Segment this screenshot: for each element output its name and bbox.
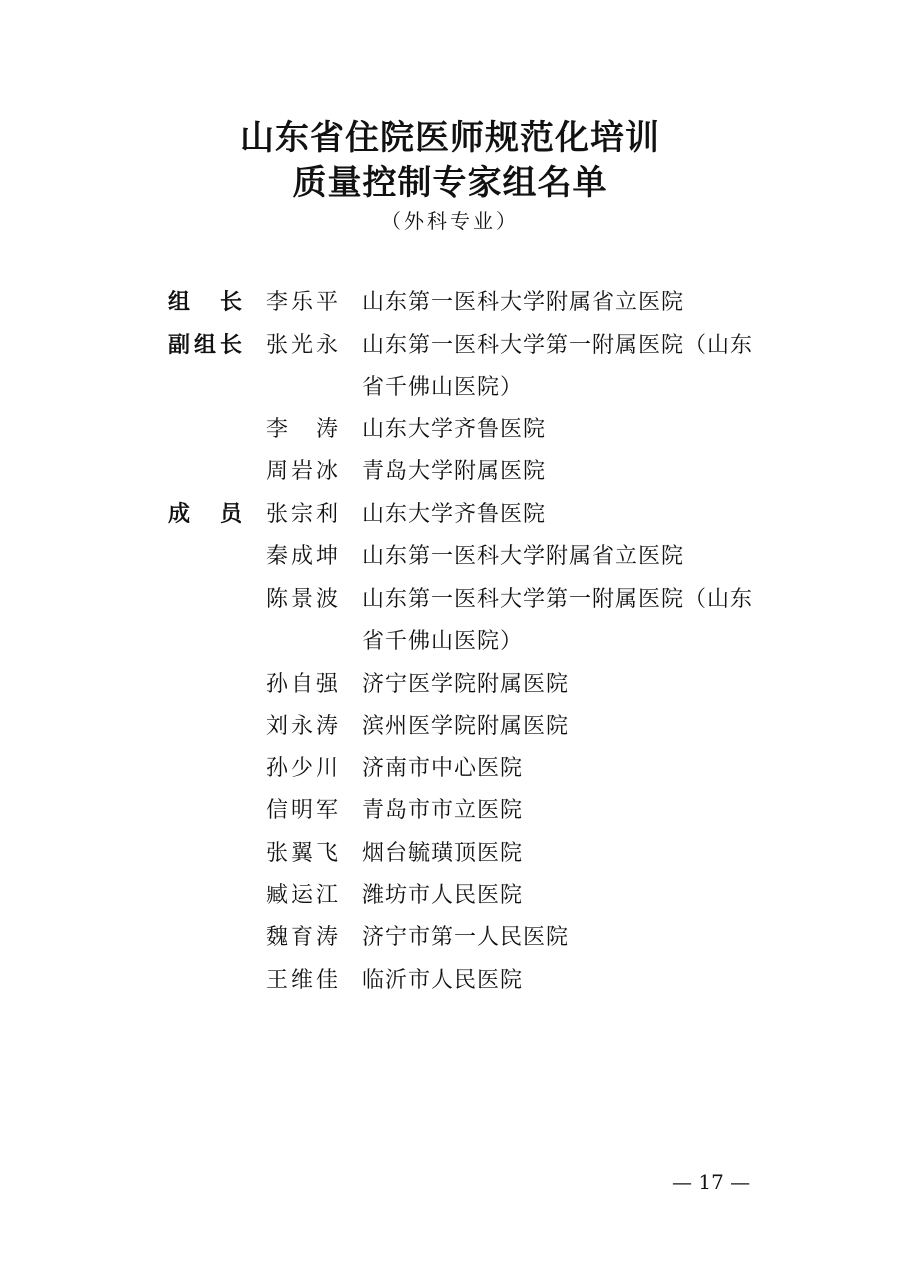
member-institution: 山东第一医科大学附属省立医院 [362, 544, 685, 569]
member-institution: 青岛大学附属医院 [362, 459, 547, 484]
member-name: 张翼飞 [266, 841, 338, 866]
member-institution: 山东第一医科大学第一附属医院（山东省千佛山医院） [362, 333, 754, 400]
member-name: 李乐平 [266, 290, 338, 315]
member-institution: 滨州医学院附属医院 [362, 714, 570, 739]
member-name: 周岩冰 [266, 459, 338, 484]
roster-role: 组长 [168, 290, 242, 315]
page-number: — 17 — [672, 1170, 751, 1194]
document-title-line2: 质量控制专家组名单 [292, 163, 608, 203]
roster-role: 副组长 [168, 333, 242, 358]
member-name: 李涛 [266, 417, 338, 442]
member-name: 王维佳 [266, 968, 338, 993]
member-name: 秦成坤 [266, 544, 338, 569]
member-institution: 山东大学齐鲁医院 [362, 417, 547, 442]
member-name: 孙少川 [266, 756, 338, 781]
member-name: 信明军 [266, 798, 338, 823]
member-institution: 烟台毓璜顶医院 [362, 841, 524, 866]
member-name: 陈景波 [266, 587, 338, 612]
member-institution: 山东第一医科大学第一附属医院（山东省千佛山医院） [362, 587, 754, 654]
member-institution: 济南市中心医院 [362, 756, 524, 781]
member-name: 臧运江 [266, 883, 338, 908]
member-institution: 济宁医学院附属医院 [362, 672, 570, 697]
member-institution: 济宁市第一人民医院 [362, 925, 570, 950]
document-title-line1: 山东省住院医师规范化培训 [240, 118, 660, 158]
member-institution: 山东大学齐鲁医院 [362, 502, 547, 527]
member-name: 魏育涛 [266, 925, 338, 950]
member-institution: 青岛市市立医院 [362, 798, 524, 823]
member-name: 张光永 [266, 333, 338, 358]
member-institution: 山东第一医科大学附属省立医院 [362, 290, 685, 315]
member-name: 刘永涛 [266, 714, 338, 739]
member-institution: 潍坊市人民医院 [362, 883, 524, 908]
member-name: 张宗利 [266, 502, 338, 527]
document-subtitle: （外科专业） [381, 209, 519, 233]
roster-role: 成员 [168, 502, 242, 527]
member-name: 孙自强 [266, 672, 338, 697]
member-institution: 临沂市人民医院 [362, 968, 524, 993]
